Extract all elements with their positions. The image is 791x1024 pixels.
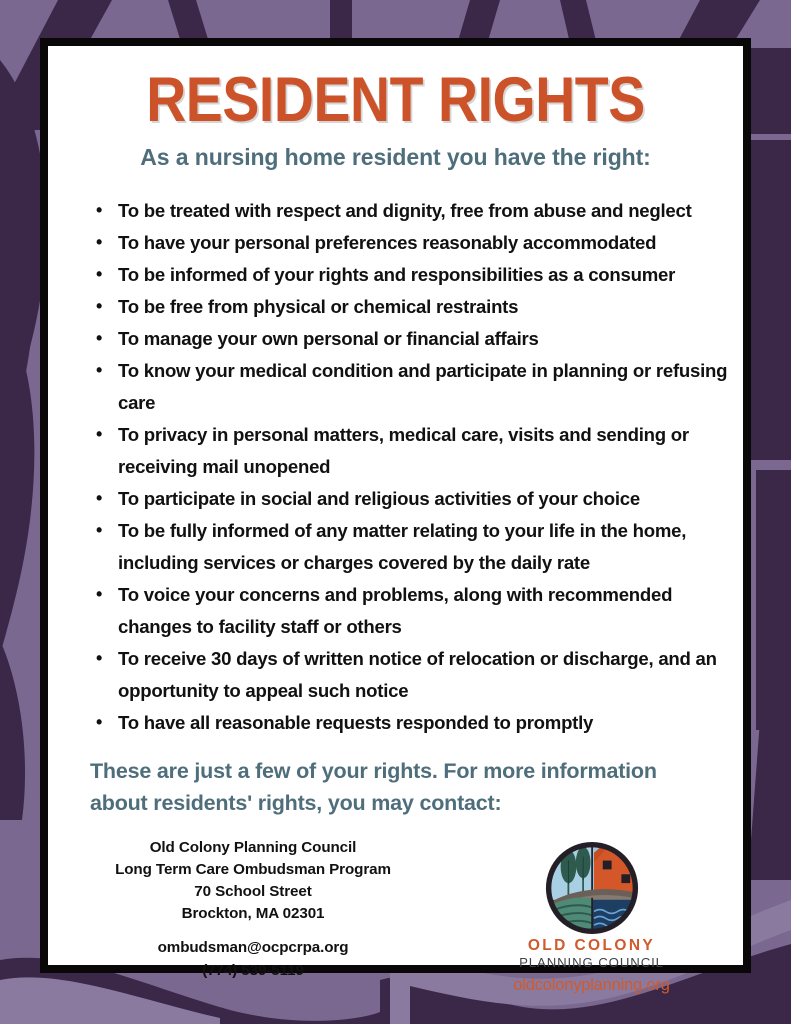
rights-list xyxy=(48,171,743,738)
contact-email[interactable]: ombudsman@ocpcrpa.org xyxy=(157,939,349,957)
logo-block xyxy=(458,837,725,994)
list-item: • To be informed of your rights and responsibilities as a consumer xyxy=(94,259,733,291)
contact-city-state-zip: Brockton, MA 02301 xyxy=(181,905,325,923)
list-item: • To have all reasonable requests responded to promptly xyxy=(94,707,733,739)
list-item: • To be treated with respect and dignity, free from abuse and neglect xyxy=(94,195,733,227)
poster-card xyxy=(48,46,743,994)
logo-wordmark-secondary: PLANNING COUNCIL xyxy=(519,955,664,971)
contact-block xyxy=(48,837,458,981)
list-item: • To manage your own personal or financial affairs xyxy=(94,323,733,355)
list-item: • To know your medical condition and participate in planning or refusing care xyxy=(94,355,733,419)
list-item: • To receive 30 days of written notice of relocation or discharge, and an opportunity to appeal such notice xyxy=(94,643,733,707)
logo-wordmark-primary: OLD COLONY xyxy=(527,937,656,955)
list-item: • To be fully informed of any matter relating to your life in the home, including services or charges covered by the daily rate xyxy=(94,515,733,579)
footer xyxy=(48,819,743,994)
list-item: • To voice your concerns and problems, along with recommended changes to facility staff or others xyxy=(94,579,733,643)
closing-paragraph: These are just a few of your rights. For more information about residents' rights, you may contact: xyxy=(90,758,657,815)
contact-spacer xyxy=(48,925,458,937)
logo-url-link[interactable]: oldcolonyplanning.org xyxy=(513,975,670,994)
list-item: • To have your personal preferences reasonably accommodated xyxy=(94,227,733,259)
old-colony-emblem-icon xyxy=(543,839,641,937)
list-item: • To privacy in personal matters, medical care, visits and sending or receiving mail unopened xyxy=(94,419,733,483)
list-item: • To be free from physical or chemical restraints xyxy=(94,291,733,323)
contact-program: Long Term Care Ombudsman Program xyxy=(115,861,391,879)
contact-street: 70 School Street xyxy=(194,883,312,901)
page-title: RESIDENT RIGHTS xyxy=(146,65,645,135)
contact-organization: Old Colony Planning Council xyxy=(149,839,357,857)
contact-phone[interactable]: (774) 539-5119 xyxy=(202,961,304,979)
subtitle: As a nursing home resident you have the right: xyxy=(140,144,651,171)
list-item: • To participate in social and religious activities of your choice xyxy=(94,483,733,515)
poster-card-frame xyxy=(40,38,751,994)
